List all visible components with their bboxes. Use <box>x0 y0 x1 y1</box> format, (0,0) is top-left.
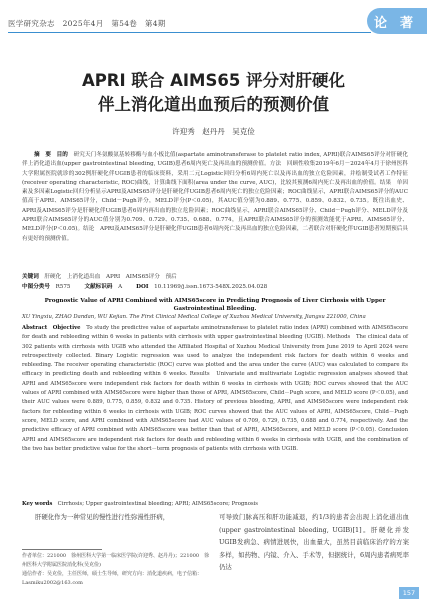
doc-code-label: 文献标识码 <box>84 284 113 290</box>
footnote-affiliation: 作者单位：221000 徐州医科大学第一临床医学院(许迎秀、赵丹丹)；221000 徐州医科大学附属医院消化科(吴克俭) <box>22 553 210 568</box>
author-footnote <box>22 552 210 588</box>
chinese-abstract <box>22 151 408 244</box>
footnote-correspondence: 通信作者：吴克俭，主任医师，硕士生导师，研究方向：消化道疾病，电子信箱：Lasmiku2002@163.com <box>22 571 203 586</box>
clc-label: 中图分类号 <box>22 284 50 290</box>
article-title-line-1: APRI 联合 AIMS65 评分对肝硬化 <box>81 71 346 90</box>
journal-info: 医学研究杂志 2025年4月 第54卷 第4期 <box>8 19 166 28</box>
english-keywords <box>22 499 408 507</box>
english-title: Prognostic Value of APRI Combined with AIMS65score in Predicting Prognosis of Liver Cirrhosis with Upper Gastrointestinal Bleeding. <box>44 298 386 313</box>
footnote-divider <box>22 549 102 550</box>
section-banner <box>367 8 427 34</box>
article-title-line-2: 伴上消化道出血预后的预测价值 <box>98 95 329 114</box>
clc-value: R575 <box>55 284 71 290</box>
classification-line <box>22 283 408 291</box>
doi-label: DOI <box>136 284 149 290</box>
doi-value: 10.11969/j.issn.1673-548X.2025.04.028 <box>154 284 268 290</box>
chinese-keywords <box>22 273 408 281</box>
page-number: 157 <box>399 587 419 599</box>
body-text-right: 可导致门脉高压和肝功能减退，约1/3的患者会出现上消化道出血(upper gastrointestinal bleeding, UGIB)[1]。肝硬化并发UGIB发病急、病情进展快，出血量大，虽然目前临床治疗的方案多样，如药物、内镜、介入、手术等，但据统计，6周内患者病死率仍达 <box>219 513 409 572</box>
chinese-keywords-text: 肝硬化 上消化道出血 APRI AIMS65评分 预后 <box>44 274 177 280</box>
doc-code-value: A <box>118 284 123 290</box>
header-divider <box>8 32 371 33</box>
body-text-left: 肝硬化作为一种常见的慢性进行性弥漫性肝病， <box>35 513 170 521</box>
english-abstract-text: To study the predictive value of aspartate aminotransferase to platelet ratio index (APRI) combined with AIMS65score for death and rebleeding within 6 weeks in patients with cirrhosis with upper gastrointestinal bleeding (UGIB). Methods The clinical data of 302 patients with cirrhosis with UGIB who attended the Affiliated Hospital of Xuzhou Medical University from June 2019 to April 2024 were retrospectively collected. Binary Logistic regression was used to analyze the independent risk factors for death within 6 weeks and rebleeding. The receiver operating characteristic (ROC) curve was plotted and the area under the curve (AUC) was calculated to compare its efficacy in predicting death and rebleeding within 6 weeks. Results Univariate and multivariate Logistic regression analyses showed that APRI and AIMS65score were independent risk factors for death within 6 weeks in cirrhosis with UGIB; ROC curves showed that the AUC values of APRI combined with AIMS65score were higher than those of APRI, AIMS65score, Child－Pugh score, and MELD score (P＜0.05), and their AUC values were 0.889, 0.775, 0.859, 0.832 and 0.735. History of previous bleeding, APRI, and AIMS65score were independent risk factors for rebleeding within 6 weeks in cirrhosis with UGIB; ROC curves showed that the AUC values of APRI, AIMS65score, Child－Pugh score, MELD score, and APRI combined with AIMS65score had AUC values of 0.709, 0.729, 0.735, 0.688 and 0.774, respectively. And the predictive efficacy of APRI combined with AIMS65score was better than that of APRI, AIMS65score, and MELD score (P＜0.05). Conclusion APRI and AIMS65score are independent risk factors for death and rebleeding within 6 weeks in cirrhosis with UGIB, and the combination of the two has better predictive value for the short－term prognosis of patients with cirrhosis with UGIB. <box>22 325 414 452</box>
section-banner-label: 论 著 <box>373 16 413 31</box>
chinese-abstract-text: 研究天门冬氨酸氨基转移酶与血小板比值(aspartate aminotransferase to platelet ratio index, APRI)联合AIMS65评分对肝硬化伴上消化道出血(upper gastrointestinal bleeding, UGIB)患者6周内死亡及再出血的预测价值。方法 回顾性收集2019年6月－2024年4月于徐州医科大学附属医院就诊的302例肝硬化伴UGIB患者的临床资料，采用二元Logistic回归分析6周内死亡以及再出血的独立危险因素，并绘制受试者工作特征(receiver operating characteristic, ROC)曲线，计算曲线下面积(area under the curve, AUC)，比较其预测6周内死亡及再出血的价值。结果 单因素及多因素Logistic回归分析显示APRI及AIMS65评分是肝硬化伴UGIB患者6周内死亡的独立危险因素；ROC曲线显示，APRI联合AIMS65评分的AUC值高于APRI、AIMS65评分，Child－Pugh评分，MELD评分(P＜0.05)，其AUC值分别为0.889、0.775、0.859、0.832、0.735。既往出血史、APRI及AIMS65评分是肝硬化伴UGIB患者6周内再出血的独立危险因素；ROC曲线显示，APRI联合AIMS65评分、Child－Pugh评分、MELD评分及APRI联合AIMS65评分的AUC值分别为0.709、0.729、0.735、0.688、0.774，且APRI联合AIMS65评分的预测效能优于APRI、AIMS65评分、MELD评分(P＜0.05)。结论 APRI及AIMS65评分是肝硬化伴UGIB患者6周内死亡及再出血的独立危险因素，二者联合对肝硬化伴UGIB患者短期预后具有更好的预测价值。 <box>22 152 408 242</box>
chinese-keywords-label: 关键词 <box>22 274 39 280</box>
english-abstract <box>22 324 414 454</box>
chinese-abstract-label: 摘 要 目的 <box>34 152 68 158</box>
english-keywords-label: Key words <box>22 501 53 507</box>
english-keywords-text: Cirrhosis; Upper gastrointestinal bleeding; APRI; AIMS65score; Prognosis <box>57 501 259 507</box>
english-authors: XU Yingxiu, ZHAO Dandan, WU Kejian. The First Clinical Medical College of Xuzhou Medical University, Jiangsu 221000, China <box>22 314 366 320</box>
english-abstract-label: Abstract Objective <box>22 325 81 331</box>
page-header <box>0 0 427 46</box>
author-list: 许迎秀 赵丹丹 吴克俭 <box>172 127 255 136</box>
